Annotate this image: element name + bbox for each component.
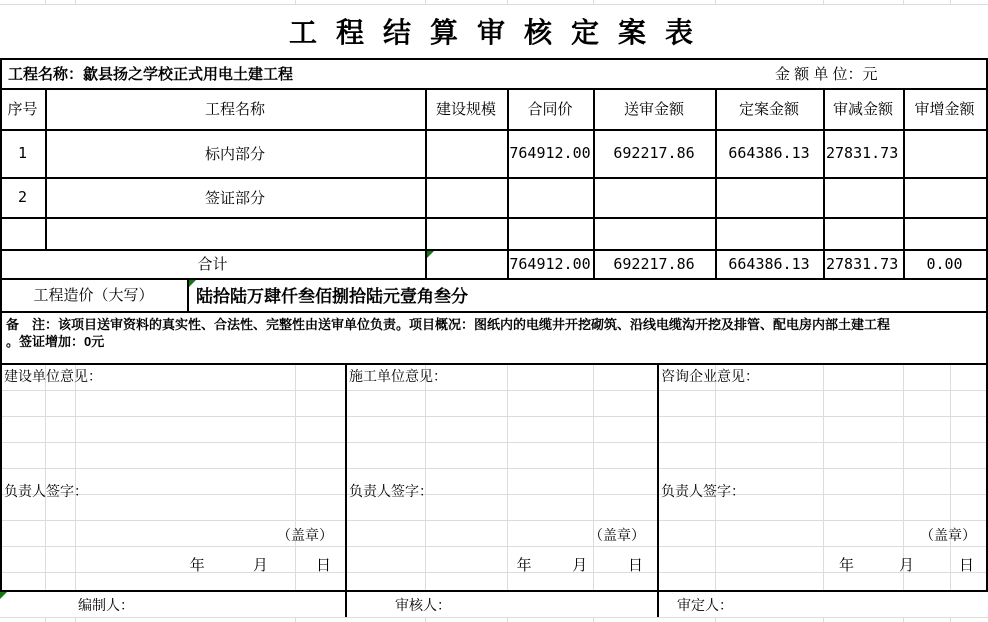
sheet-gridline (593, 0, 594, 5)
opinion-box-contractor-unit[interactable] (345, 363, 657, 590)
amount-in-words-value[interactable]: 陆拾陆万肆仟叁佰捌拾陆元壹角叁分 (196, 287, 468, 306)
cell-r1-contract-price[interactable]: 764912.00 (509, 144, 591, 162)
sheet-gridline (45, 617, 46, 622)
remarks-line1: 备 注：该项目送审资料的真实性、合法性、完整性由送审单位负责。项目概况：图纸内的电缆井开挖砌筑、沿线电缆沟开挖及排管、配电房内部土建工程 (6, 317, 891, 332)
opinion-box-consulting-enterprise[interactable] (657, 363, 988, 590)
error-indicator-triangle (427, 251, 434, 258)
cell-r2-finalized-amount[interactable] (715, 177, 823, 217)
cell-total-finalized-amount[interactable]: 664386.13 (728, 254, 810, 273)
cell-r1-reduced-amount[interactable]: 27831.73 (826, 144, 899, 162)
seal-label: （盖章） (920, 527, 976, 543)
cell-total-submitted-amount[interactable]: 692217.86 (613, 254, 695, 273)
cell-r3-seq[interactable] (0, 217, 45, 249)
cell-r1-submitted-amount[interactable]: 692217.86 (613, 144, 695, 162)
month-label: 月 (899, 557, 915, 574)
sheet-gridline (593, 617, 594, 622)
cell-r3-submitted-amount[interactable] (593, 217, 715, 249)
col-header-reduced-amount: 审减金额 (832, 101, 893, 118)
year-label: 年 (189, 557, 205, 574)
signer-label: 负责人签字： (349, 483, 433, 499)
cell-total-reduced-amount[interactable]: 27831.73 (826, 254, 899, 273)
sheet-gridline (0, 617, 988, 618)
col-header-construction-scale: 建设规模 (435, 101, 496, 118)
col-header-submitted-amount: 送审金额 (623, 101, 684, 118)
error-indicator-triangle (189, 280, 196, 287)
cell-total-contract-price[interactable]: 764912.00 (509, 254, 591, 273)
opinion-title: 施工单位意见： (349, 368, 447, 384)
signer-label: 负责人签字： (4, 483, 88, 499)
day-label: 日 (627, 557, 643, 574)
cell-total-scale[interactable] (425, 249, 507, 278)
sheet-gridline (950, 0, 951, 5)
seal-label: （盖章） (589, 527, 645, 543)
sheet-gridline (715, 617, 716, 622)
remarks-line2: 。签证增加：0元 (6, 334, 105, 349)
sheet-gridline (0, 4, 988, 5)
sheet-gridline (823, 0, 824, 5)
day-label: 日 (315, 557, 331, 574)
day-label: 日 (958, 557, 974, 574)
sheet-gridline (425, 0, 426, 5)
opinion-box-construction-unit[interactable] (0, 363, 345, 590)
table-border-line (0, 590, 988, 592)
month-label: 月 (252, 557, 268, 574)
sheet-gridline (295, 617, 296, 622)
cell-total-label: 合计 (197, 256, 228, 273)
month-label: 月 (572, 557, 588, 574)
sheet-gridline (425, 617, 426, 622)
cell-r2-name[interactable]: 签证部分 (204, 189, 265, 207)
amount-in-words-label: 工程造价（大写） (33, 287, 154, 304)
sheet-gridline (45, 0, 46, 5)
col-header-project-name: 工程名称 (204, 101, 265, 118)
project-name-label: 工程名称：歙县扬之学校正式用电土建工程 (8, 65, 294, 83)
sheet-gridline (823, 617, 824, 622)
opinion-title: 建设单位意见： (4, 368, 102, 384)
sheet-gridline (903, 617, 904, 622)
preparer-label: 编制人： (78, 597, 134, 613)
cell-r3-contract-price[interactable] (507, 217, 593, 249)
cell-r3-name[interactable] (45, 217, 425, 249)
cell-r2-submitted-amount[interactable] (593, 177, 715, 217)
sheet-gridline (75, 617, 76, 622)
sheet-gridline (903, 0, 904, 5)
cell-r1-increased-amount[interactable] (903, 129, 986, 177)
date-labels (190, 554, 331, 575)
cell-r2-scale[interactable] (425, 177, 507, 217)
cell-r3-reduced-amount[interactable] (823, 217, 903, 249)
cell-r1-scale[interactable] (425, 129, 507, 177)
cell-r3-finalized-amount[interactable] (715, 217, 823, 249)
cell-r2-increased-amount[interactable] (903, 177, 986, 217)
cell-r2-contract-price[interactable] (507, 177, 593, 217)
cell-r1-finalized-amount[interactable]: 664386.13 (728, 144, 810, 162)
col-header-finalized-amount: 定案金额 (738, 101, 799, 118)
sheet-gridline (295, 0, 296, 5)
date-labels (517, 554, 643, 575)
cell-r1-seq[interactable]: 1 (17, 144, 28, 162)
reviewer-label: 审核人： (395, 597, 451, 613)
remarks-cell[interactable] (0, 311, 986, 363)
approver-label: 审定人： (677, 597, 733, 613)
seal-label: （盖章） (277, 527, 333, 543)
sheet-gridline (715, 0, 716, 5)
col-header-contract-price: 合同价 (527, 101, 573, 118)
sheet-gridline (950, 617, 951, 622)
cell-r2-reduced-amount[interactable] (823, 177, 903, 217)
cell-r1-name[interactable]: 标内部分 (204, 145, 265, 163)
cell-r3-scale[interactable] (425, 217, 507, 249)
cell-total-increased-amount[interactable]: 0.00 (926, 254, 963, 273)
cell-r2-seq[interactable]: 2 (17, 188, 28, 206)
year-label: 年 (839, 557, 855, 574)
col-header-seq: 序号 (7, 101, 38, 118)
form-title: 工 程 结 算 审 核 定 案 表 (288, 18, 699, 49)
sheet-gridline (507, 617, 508, 622)
col-header-increased-amount: 审增金额 (914, 101, 975, 118)
error-indicator-triangle (0, 592, 7, 599)
sheet-gridline (507, 0, 508, 5)
amount-unit-label: 金 额 单 位：元 (775, 65, 878, 83)
opinion-title: 咨询企业意见： (661, 368, 759, 384)
date-labels (839, 554, 974, 575)
year-label: 年 (516, 557, 532, 574)
cell-r3-increased-amount[interactable] (903, 217, 986, 249)
signer-label: 负责人签字： (661, 483, 745, 499)
sheet-gridline (75, 0, 76, 5)
